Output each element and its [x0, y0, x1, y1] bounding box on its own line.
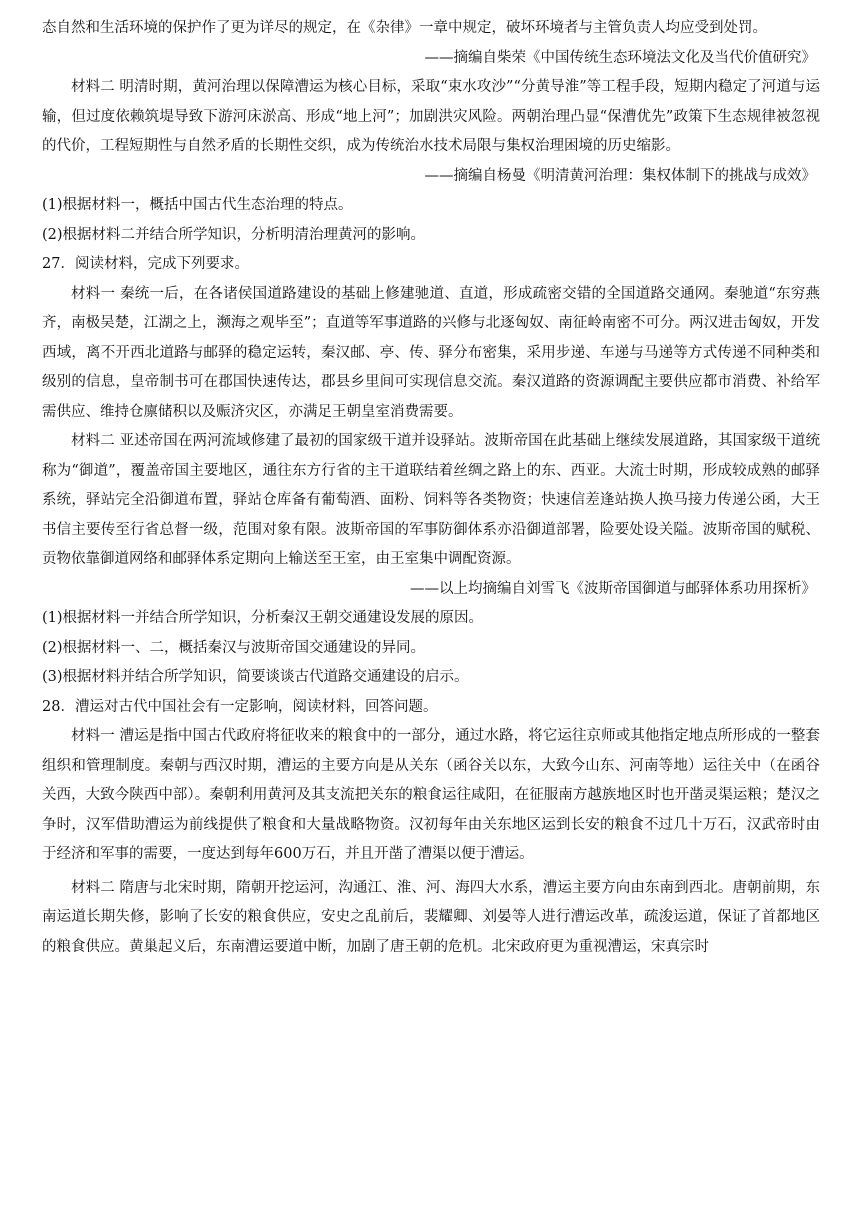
- paragraph-continuation: 态自然和生活环境的保护作了更为详尽的规定，在《杂律》一章中规定，破坏环境者与主管负责人均应受到处罚。: [42, 20, 767, 36]
- material-paragraph: 材料一 漕运是指中国古代政府将征收来的粮食中的一部分，通过水路，将它运往京师或其他指定地点所形成的一整套组织和管理制度。秦朝与西汉时期，漕运的主要方向是从关东（函谷关以东，大致今山东、河南等地）运往关中（在函谷关西，大致今陕西中部）。秦朝利用黄河及其支流把关东的粮食运往咸阳，在征服南方越族地区时也开凿灵渠运粮；楚汉之争时，汉军借助漕运为前线提供了粮食和大量战略物资。汉初每年由关东地区运到长安的粮食不过几十万石，汉武帝时由于经济和军事的需要，一度达到每年600万石，并且开凿了漕渠以便于漕运。: [42, 728, 820, 862]
- question-item: (1)根据材料一，概括中国古代生态治理的特点。: [42, 197, 353, 213]
- source-citation: ——摘编自柴荣《中国传统生态环境法文化及当代价值研究》: [424, 49, 816, 66]
- question-item: (2)根据材料一、二，概括秦汉与波斯帝国交通建设的异同。: [42, 639, 426, 656]
- question-heading: 27．阅读材料，完成下列要求。: [42, 256, 249, 272]
- question-heading: 28．漕运对古代中国社会有一定影响，阅读材料，回答问题。: [42, 698, 438, 715]
- material-paragraph: 材料一 秦统一后，在各诸侯国道路建设的基础上修建驰道、直道，形成疏密交错的全国道路交通网。秦驰道“东穷燕齐，南极吴楚，江湖之上，濒海之观毕至”；直道等军事道路的兴修与北逐匈奴、南征岭南密不可分。两汉进击匈奴，开发西域，离不开西北道路与邮驿的稳定运转，秦汉邮、亭、传、驿分布密集，采用步递、车递与马递等方式传递不同种类和级别的信息，皇帝制书可在郡国快速传达，郡县乡里间可实现信息交流。秦汉道路的资源调配主要供应都市消费、补给军需供应、维持仓廪储积以及赈济灾区，亦满足王朝皇室消费需要。: [42, 285, 820, 420]
- source-citation: ——摘编自杨曼《明清黄河治理：集权体制下的挑战与成效》: [424, 167, 816, 184]
- material-paragraph: 材料二 亚述帝国在两河流域修建了最初的国家级干道并设驿站。波斯帝国在此基础上继续发展道路，其国家级干道统称为“御道”，覆盖帝国主要地区，通往东方行省的主干道联结着丝绸之路上的东、西亚。大流士时期，形成较成熟的邮驿系统，驿站完全沿御道布置，驿站仓库备有葡萄酒、面粉、饲料等各类物资；快速信差逢站换人换马接力传递公函，大王书信主要传至行省总督一级，范围对象有限。波斯帝国的军事防御体系亦沿御道部署，险要处设关隘。波斯帝国的赋税、贡物依靠御道网络和邮驿体系定期向上输送至王室，由王室集中调配资源。: [42, 433, 820, 567]
- material-paragraph: 材料二 隋唐与北宋时期，隋朝开挖运河，沟通江、淮、河、海四大水系，漕运主要方向由东南到西北。唐朝前期，东南运道长期失修，影响了长安的粮食供应，安史之乱前后，裴耀卿、刘晏等人进行漕运改革，疏浚运道，保证了首都地区的粮食供应。黄巢起义后，东南漕运要道中断，加剧了唐王朝的危机。北宋政府更为重视漕运，宋真宗时: [42, 879, 820, 955]
- question-item: (2)根据材料二并结合所学知识，分析明清治理黄河的影响。: [42, 226, 426, 243]
- material-paragraph: 材料二 明清时期，黄河治理以保障漕运为核心目标，采取“束水攻沙”“分黄导淮”等工程手段，短期内稳定了河道与运输，但过度依赖筑堤导致下游河床淤高、形成“地上河”；加剧洪灾风险。两朝治理凸显“保漕优先”政策下生态规律被忽视的代价，工程短期性与自然矛盾的长期性交织，成为传统治水技术局限与集权治理困境的历史缩影。: [42, 79, 820, 154]
- question-item: (1)根据材料一并结合所学知识，分析秦汉王朝交通建设发展的原因。: [42, 610, 484, 626]
- source-citation: ——以上均摘编自刘雪飞《波斯帝国御道与邮驿体系功用探析》: [410, 580, 816, 597]
- question-item: (3)根据材料并结合所学知识，简要谈谈古代道路交通建设的启示。: [42, 669, 469, 685]
